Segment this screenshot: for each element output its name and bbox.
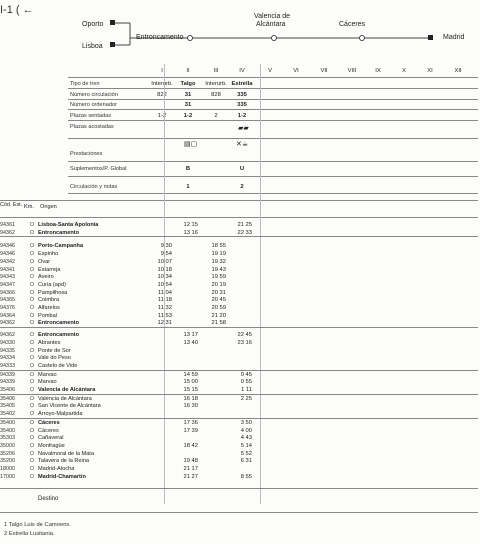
num_circ-col-2: 31 <box>184 92 192 98</box>
sleeper-icon: ▰▰ <box>238 125 249 132</box>
label-plazas-acost: Plazas acostadas <box>70 124 114 130</box>
plazas-col-1: 1-2 <box>157 113 167 119</box>
row-time-col-1: 9 30 <box>160 243 172 250</box>
row-cod: 94330 <box>0 339 15 346</box>
tipo-col-1: Interurb. <box>151 81 173 87</box>
row-cod: 94362 <box>0 229 15 236</box>
row-sense: O <box>30 305 35 311</box>
tipo-col-3: Interurb. <box>205 81 227 87</box>
row-time-col-1: 10 18 <box>157 266 172 273</box>
supl-col-4: U <box>239 166 245 172</box>
row-time-col-3: 19 32 <box>211 258 226 265</box>
row-cod: 94335 <box>0 347 15 354</box>
row-station: Lisboa-Santa Apolonia <box>38 222 99 228</box>
row-sense: O <box>30 419 35 426</box>
row-cod: 35303 <box>0 435 15 442</box>
row-time-col-2: 12 15 <box>183 222 198 228</box>
row-time-col-4: 8 55 <box>240 473 252 480</box>
col-header-8: VIII <box>347 68 357 74</box>
row-station: Madrid-Atocha <box>38 466 75 472</box>
row-time-col-4: 1 11 <box>241 387 252 393</box>
label-plazas: Plazas sentadas <box>70 113 112 119</box>
row-time-col-2: 17 36 <box>183 419 198 426</box>
row-station: Arroyo-Malpartida <box>38 411 83 418</box>
row-station: Aveiro <box>38 274 54 281</box>
row-sense: O <box>30 387 35 393</box>
row-time-col-4: 0 55 <box>240 379 252 386</box>
num_circ-col-1: 822 <box>157 92 167 98</box>
tipo-col-4: Estrella <box>231 81 253 87</box>
row-time-col-4: 5 52 <box>240 450 252 457</box>
row-sense: O <box>30 355 35 362</box>
row-sense: O <box>30 403 35 410</box>
label-circulacion: Circulación y notas <box>70 184 118 190</box>
map-station-oporto: Oporto <box>82 21 104 28</box>
row-station: Cañaveral <box>38 435 64 442</box>
map-station-caceres: Cáceres <box>339 21 366 28</box>
row-time-col-1: 9 54 <box>160 251 172 258</box>
footnote-1: 1 Talgo Luis de Camoens. <box>4 522 71 528</box>
footnote-2: 2 Estrella Lusitania. <box>4 531 55 537</box>
row-time-col-2: 17 39 <box>183 427 198 434</box>
row-station: Estarreja <box>38 266 61 273</box>
row-sense: O <box>30 274 35 281</box>
row-time-col-1: 11 53 <box>157 312 172 319</box>
row-station: Valencia de Alcántara <box>38 387 96 393</box>
row-station: Monfragüe <box>38 442 65 449</box>
row-station: Porto-Campanha <box>38 243 84 250</box>
row-cod: 35400 <box>0 427 15 434</box>
plazas-col-3: 2 <box>214 113 218 119</box>
row-station: Madrid-Chamartín <box>38 473 86 480</box>
row-time-col-1: 11 04 <box>157 289 172 296</box>
row-time-col-2: 15 15 <box>183 387 198 393</box>
row-sense: O <box>30 442 35 449</box>
row-cod: 94361 <box>0 222 15 228</box>
row-station: Ovar <box>38 258 51 265</box>
col-header-3: III <box>213 68 219 74</box>
row-time-col-3: 21 20 <box>211 312 226 319</box>
row-time-col-1: 11 32 <box>157 305 172 311</box>
row-cod: 94343 <box>0 274 15 281</box>
row-sense: O <box>30 229 35 236</box>
head-origen: Origen <box>40 204 57 210</box>
row-time-col-2: 13 16 <box>183 229 198 236</box>
map-station-madrid: Madrid <box>443 34 465 41</box>
row-cod: 35405 <box>0 403 15 410</box>
row-cod: 94362 <box>0 332 15 339</box>
row-station: Curia (apd) <box>38 281 66 288</box>
row-time-col-1: 10 54 <box>157 281 172 288</box>
col-header-12: XII <box>454 68 462 74</box>
col-header-11: XI <box>427 68 433 74</box>
row-time-col-1: 10 07 <box>157 258 172 265</box>
row-time-col-4: 4 00 <box>240 427 252 434</box>
row-time-col-4: 21 25 <box>237 222 252 228</box>
row-time-col-2: 19 48 <box>183 458 198 465</box>
row-time-col-4: 6 31 <box>240 458 252 465</box>
tipo-col-2: Talgo <box>180 81 196 87</box>
row-time-col-2: 16 18 <box>183 395 198 402</box>
col-header-5: V <box>268 68 272 74</box>
head-cod: Cód. Est. <box>0 202 23 208</box>
row-station: Alfarelos <box>38 305 60 311</box>
row-cod: 35402 <box>0 411 15 418</box>
row-station: Cáceres <box>38 427 59 434</box>
label-suplementos: Suplementos/P. Global <box>70 166 127 172</box>
map-station-valencia-1: Valencia de <box>254 13 291 20</box>
row-station: Entroncamento <box>38 320 80 327</box>
row-cod: 18000 <box>0 466 15 472</box>
row-sense: O <box>30 258 35 265</box>
row-sense: O <box>30 362 35 369</box>
row-cod: 35000 <box>0 442 15 449</box>
row-station: Pampilhosa <box>38 289 68 296</box>
row-cod: 35406 <box>0 395 15 402</box>
row-time-col-3: 20 45 <box>211 297 226 304</box>
notas-col-4: 2 <box>240 184 244 190</box>
destino-label: Destino <box>38 496 59 502</box>
row-time-col-3: 20 19 <box>211 281 226 288</box>
row-time-col-3: 20 59 <box>211 305 226 311</box>
row-cod: 94365 <box>0 297 15 304</box>
row-station: Navalmoral de la Mata <box>38 450 94 457</box>
num_ord-col-4: 335 <box>237 102 247 108</box>
page-id: I-1 ( ← <box>0 4 34 16</box>
row-sense: O <box>30 435 35 442</box>
plazas-col-2: 1-2 <box>183 113 193 119</box>
row-time-col-4: 4 43 <box>240 435 252 442</box>
row-sense: O <box>30 339 35 346</box>
head-km: Km. <box>24 204 34 210</box>
row-time-col-3: 18 55 <box>211 243 226 250</box>
row-sense: O <box>30 312 35 319</box>
row-sense: O <box>30 289 35 296</box>
map-station-entroncamento: Entroncamento <box>136 34 184 41</box>
row-time-col-4: 2 25 <box>240 395 252 402</box>
row-sense: O <box>30 427 35 434</box>
label-num-circ: Número circulación <box>70 92 118 98</box>
row-sense: O <box>30 411 35 418</box>
row-time-col-3: 19 59 <box>211 274 226 281</box>
row-sense: O <box>30 332 35 339</box>
row-sense: O <box>30 251 35 258</box>
row-sense: O <box>30 473 35 480</box>
row-station: Marvao <box>38 379 57 386</box>
col-header-9: IX <box>375 68 381 74</box>
row-time-col-2: 21 27 <box>183 473 198 480</box>
dining-icon: ▤▢ <box>184 141 198 148</box>
row-sense: O <box>30 243 35 250</box>
row-time-col-4: 5 14 <box>240 442 252 449</box>
num_ord-col-2: 31 <box>184 102 192 108</box>
row-cod: 94366 <box>0 289 15 296</box>
map-station-lisboa: Lisboa <box>82 43 103 50</box>
row-cod: 35206 <box>0 450 15 457</box>
row-time-col-4: 3 50 <box>240 419 252 426</box>
row-time-col-4: 0 45 <box>240 371 252 378</box>
row-time-col-2: 15 00 <box>183 379 198 386</box>
row-station: Valencia de Alcántara <box>38 395 92 402</box>
col-header-7: VII <box>320 68 328 74</box>
col-header-10: X <box>402 68 406 74</box>
label-prestaciones: Prestaciones <box>70 151 103 157</box>
col-header-1: I <box>161 68 163 74</box>
cafeteria-icon: ✕☕ <box>236 141 249 148</box>
row-time-col-2: 13 40 <box>183 339 198 346</box>
label-num-ord: Número ordenador <box>70 102 117 108</box>
row-sense: O <box>30 466 35 472</box>
back-arrow-icon: ← <box>22 4 34 16</box>
row-station: Talavera de la Reina <box>38 458 89 465</box>
row-sense: O <box>30 371 35 378</box>
row-sense: O <box>30 379 35 386</box>
plazas-col-4: 1-2 <box>237 113 247 119</box>
supl-col-2: B <box>185 166 191 172</box>
row-time-col-4: 22 45 <box>237 332 252 339</box>
row-cod: 94364 <box>0 312 15 319</box>
row-cod: 35406 <box>0 387 15 393</box>
row-time-col-2: 13 17 <box>183 332 198 339</box>
row-sense: O <box>30 450 35 457</box>
row-cod: 17000 <box>0 473 15 480</box>
row-cod: 35400 <box>0 419 15 426</box>
row-station: San Vicente de Alcántara <box>38 403 101 410</box>
num_circ-col-3: 828 <box>211 92 221 98</box>
row-time-col-1: 11 18 <box>157 297 172 304</box>
label-tipo: Tipo de tren <box>70 81 100 87</box>
row-time-col-3: 19 19 <box>211 251 226 258</box>
row-cod: 35200 <box>0 458 15 465</box>
row-station: Castelo de Vide <box>38 362 78 369</box>
col-header-2: II <box>186 68 190 74</box>
row-station: Espinho <box>38 251 59 258</box>
row-station: Pombal <box>38 312 57 319</box>
map-station-valencia-2: Alcántara <box>256 21 286 28</box>
row-station: Entroncamento <box>38 229 80 236</box>
notas-col-2: 1 <box>186 184 190 190</box>
row-station: Abrantes <box>38 339 61 346</box>
row-time-col-4: 23 16 <box>237 339 252 346</box>
row-cod: 94334 <box>0 355 15 362</box>
row-station: Marvao <box>38 371 57 378</box>
col-header-6: VI <box>293 68 299 74</box>
row-sense: O <box>30 320 35 327</box>
row-station: Coimbra <box>38 297 60 304</box>
row-sense: O <box>30 222 35 228</box>
row-station: Vale do Peso <box>38 355 71 362</box>
row-station: Ponte de Sor <box>38 347 71 354</box>
row-cod: 94339 <box>0 379 15 386</box>
row-station: Cáceres <box>38 419 60 426</box>
row-time-col-2: 21 17 <box>183 466 198 472</box>
row-station: Entroncamento <box>38 332 80 339</box>
row-time-col-4: 22 33 <box>237 229 252 236</box>
row-time-col-2: 16 30 <box>183 403 198 410</box>
row-time-col-1: 12 31 <box>157 320 172 327</box>
row-sense: O <box>30 281 35 288</box>
row-sense: O <box>30 395 35 402</box>
row-time-col-2: 18 42 <box>183 442 198 449</box>
row-time-col-3: 19 43 <box>211 266 226 273</box>
row-cod: 94346 <box>0 243 15 250</box>
row-cod: 94376 <box>0 305 15 311</box>
row-cod: 94339 <box>0 371 15 378</box>
row-cod: 94346 <box>0 251 15 258</box>
num_circ-col-4: 335 <box>237 92 247 98</box>
row-sense: O <box>30 458 35 465</box>
row-sense: O <box>30 266 35 273</box>
row-time-col-1: 10 34 <box>157 274 172 281</box>
row-cod: 94342 <box>0 258 15 265</box>
row-cod: 94347 <box>0 281 15 288</box>
row-cod: 94362 <box>0 320 15 327</box>
row-time-col-2: 14 59 <box>183 371 198 378</box>
row-sense: O <box>30 347 35 354</box>
row-time-col-3: 21 58 <box>211 320 226 327</box>
row-cod: 94341 <box>0 266 15 273</box>
row-time-col-3: 20 31 <box>211 289 226 296</box>
col-header-4: IV <box>239 68 245 74</box>
row-cod: 94333 <box>0 362 15 369</box>
row-sense: O <box>30 297 35 304</box>
